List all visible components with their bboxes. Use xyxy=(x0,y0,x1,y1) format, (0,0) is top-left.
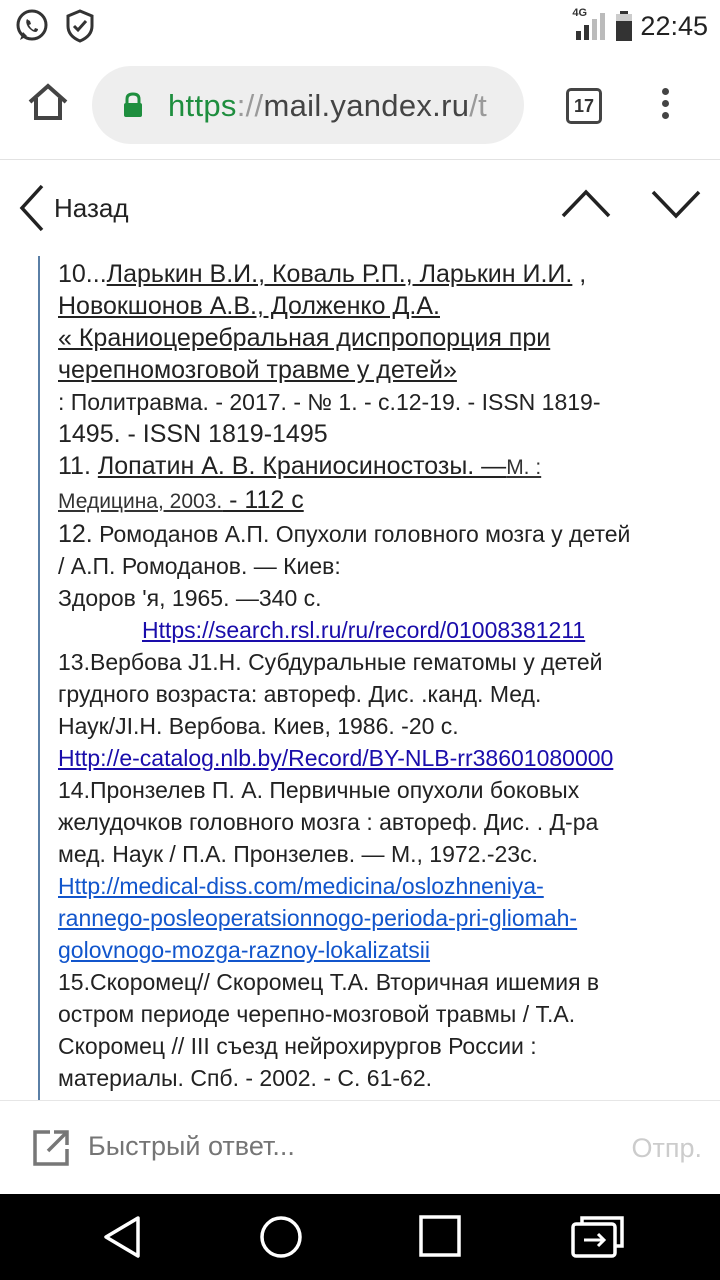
ref-14-link[interactable]: Http://medical-diss.com/medicina/oslozhneniya- xyxy=(58,873,544,899)
quote-bar xyxy=(38,256,40,1100)
send-button[interactable]: Отпр. xyxy=(631,1133,702,1163)
ref-10-line5: : Политравма. - 2017. - № 1. - с.12-19. - ISSN 1819- xyxy=(58,389,601,415)
ref-13-line2: грудного возраста: автореф. Дис. .канд. Мед. xyxy=(58,681,542,707)
clock: 22:45 xyxy=(640,10,708,41)
ref-14-line2: желудочков головного мозга : автореф. Дис. . Д-ра xyxy=(58,809,599,835)
url-text xyxy=(168,88,487,124)
whatsapp-icon xyxy=(14,8,50,44)
system-nav-bar xyxy=(0,1194,720,1280)
ref-14-link-line2 xyxy=(58,902,708,934)
shield-check-icon xyxy=(64,8,96,44)
ref-14-link-line3 xyxy=(58,934,708,966)
ref-10-line1: 10...Ларькин В.И., Коваль Р.П., Ларькин И.И. , xyxy=(58,260,587,288)
references-list xyxy=(58,258,708,1094)
url-separator: :// xyxy=(236,88,264,123)
status-left-icons xyxy=(14,8,96,44)
lock-icon xyxy=(122,92,144,118)
mail-toolbar xyxy=(0,160,720,256)
status-bar xyxy=(0,0,720,52)
ref-13-line1: 13.Вербова J1.Н. Субдуральные гематомы у детей xyxy=(58,649,603,675)
ref-12-line1: 12. Ромоданов А.П. Опухоли головного мозга у детей xyxy=(58,520,631,548)
ref-14-link-line1 xyxy=(58,870,708,902)
ref-10-authors: Ларькин В.И., Коваль Р.П., Ларькин И.И. xyxy=(106,260,573,288)
browser-toolbar xyxy=(0,52,720,160)
ref-10-line6: 1495. - ISSN 1819-1495 xyxy=(58,420,328,448)
back-triangle-icon[interactable] xyxy=(100,1214,144,1260)
ref-14-line3: мед. Наук / П.А. Пронзелев. — М., 1972.-23с. xyxy=(58,841,538,867)
ref-12-link-row xyxy=(58,614,708,646)
ref-11-line2: Медицина, 2003. - 112 с xyxy=(58,486,304,514)
battery-icon xyxy=(614,10,634,42)
ref-15-line2: остром периоде черепно-мозговой травмы / Т.А. xyxy=(58,1001,576,1027)
url-scheme: https xyxy=(168,88,237,123)
ref-14-link-cont[interactable]: rannego-posleoperatsionnogo-perioda-pri-gliomah- xyxy=(58,905,578,931)
ref-10-line2: Новокшонов А.В., Долженко Д.А. xyxy=(58,292,440,320)
ref-11-line1: 11. Лопатин А. В. Краниосиностозы. —М. : xyxy=(58,452,542,480)
chevron-left-icon xyxy=(16,182,46,234)
chevron-down-icon[interactable] xyxy=(650,186,702,220)
back-button[interactable] xyxy=(16,182,129,234)
ref-14-link-end[interactable]: golovnogo-mozga-raznoy-lokalizatsii xyxy=(58,937,431,963)
message-body xyxy=(0,256,720,1100)
ref-14-line1: 14.Пронзелев П. А. Первичные опухоли боковых xyxy=(58,777,580,803)
ref-10-line3: « Краниоцеребральная диспропорция при xyxy=(58,324,551,352)
overflow-menu-icon[interactable] xyxy=(650,84,680,130)
network-type: 4G xyxy=(572,7,588,19)
ref-15-line4: материалы. Спб. - 2002. - С. 61-62. xyxy=(58,1065,432,1091)
screen-switch-icon[interactable] xyxy=(570,1214,626,1260)
ref-13-link-row xyxy=(58,742,708,774)
address-bar[interactable] xyxy=(92,66,524,144)
compose-expand-icon[interactable] xyxy=(32,1129,70,1167)
home-circle-icon[interactable] xyxy=(258,1214,304,1260)
ref-10-line4: черепномозговой травме у детей» xyxy=(58,356,457,384)
ref-13-line3: Наук/JI.Н. Вербова. Киев, 1986. -20 с. xyxy=(58,713,459,739)
ref-12-line3: Здоров 'я, 1965. —340 с. xyxy=(58,585,322,611)
chevron-up-icon[interactable] xyxy=(560,186,612,220)
back-label: Назад xyxy=(54,192,129,223)
ref-13-link[interactable]: Http://e-catalog.nlb.by/Record/BY-NLB-rr38601080000 xyxy=(58,745,614,771)
url-host: mail.yandex.ru xyxy=(263,88,470,123)
recents-square-icon[interactable] xyxy=(418,1214,462,1258)
signal-icon xyxy=(572,7,608,41)
ref-15-line1: 15.Скоромец// Скоромец Т.А. Вторичная ишемия в xyxy=(58,969,600,995)
quick-reply-input[interactable] xyxy=(88,1131,588,1162)
status-right-icons xyxy=(572,7,708,42)
home-icon[interactable] xyxy=(26,80,70,124)
url-path: /t xyxy=(469,88,488,123)
ref-15-line3: Скоромец // III съезд нейрохирургов России : xyxy=(58,1033,537,1059)
ref-12-line2: / А.П. Ромоданов. — Киев: xyxy=(58,553,341,579)
ref-12-link[interactable]: Https://search.rsl.ru/ru/record/01008381211 xyxy=(142,617,586,643)
tabs-count-button[interactable]: 17 xyxy=(566,88,602,124)
quick-reply-bar xyxy=(0,1100,720,1194)
